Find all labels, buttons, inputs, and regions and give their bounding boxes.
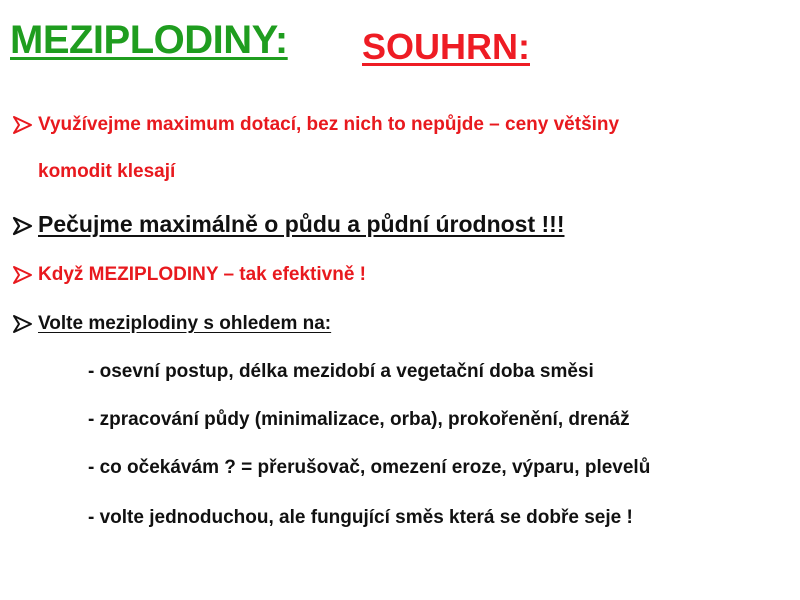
arrowhead-bullet-icon — [12, 216, 34, 236]
arrowhead-bullet-icon — [12, 314, 34, 334]
bullet-1-line-1: Využívejme maximum dotací, bez nich to nepůjde – ceny většiny — [38, 114, 620, 135]
slide-title: MEZIPLODINY: — [10, 18, 288, 62]
slide-subtitle: SOUHRN: — [362, 26, 530, 67]
bullet-4-text: Volte meziplodiny s ohledem na: — [38, 313, 332, 334]
bullet-4-subitem: - co očekávám ? = přerušovač, omezení eroze, výparu, plevelů — [88, 457, 651, 478]
bullet-4-subitem: - zpracování půdy (minimalizace, orba), prokořenění, drenáž — [88, 409, 630, 430]
bullet-1-line-2: komodit klesají — [38, 161, 176, 182]
arrowhead-bullet-icon — [12, 115, 34, 135]
bullet-4-subitem: - osevní postup, délka mezidobí a vegetační doba směsi — [88, 361, 594, 382]
bullet-3-text: Když MEZIPLODINY – tak efektivně ! — [38, 264, 367, 285]
bullet-4-subitem: - volte jednoduchou, ale fungující směs která se dobře seje ! — [88, 507, 633, 528]
arrowhead-bullet-icon — [12, 265, 34, 285]
bullet-2-text: Pečujme maximálně o půdu a půdní úrodnost !!! — [38, 211, 565, 237]
